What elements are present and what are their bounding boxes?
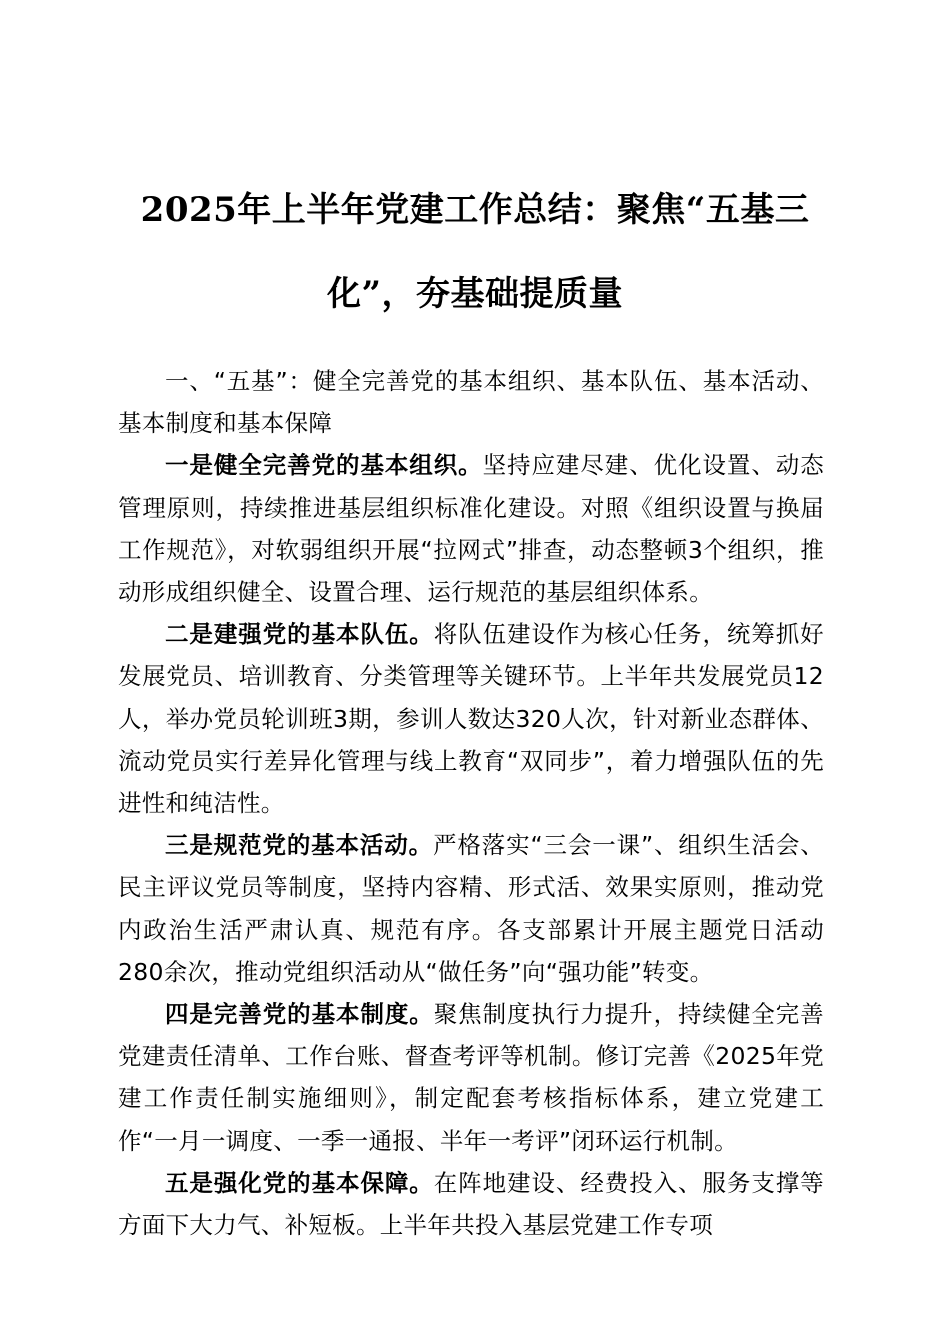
paragraph-text: 聚焦制度执行力提升，持续健全完善党建责任清单、工作台账、督查考评等机制。修订完善《2025年党建工作责任制实施细则》，制定配套考核指标体系，建立党建工作“一月一调度、一季一通报、半年一考评”闭环运行机制。	[118, 1000, 824, 1155]
paragraph-lead: 三是规范党的基本活动。	[165, 831, 434, 860]
paragraph-text: 将队伍建设作为核心任务，统筹抓好发展党员、培训教育、分类管理等关键环节。上半年共发展党员12人，举办党员轮训班3期，参训人数达320人次，针对新业态群体、流动党员实行差异化管理与线上教育“双同步”，着力增强队伍的先进性和纯洁性。	[118, 620, 824, 818]
paragraph-lead: 二是建强党的基本队伍。	[165, 620, 434, 649]
paragraph-lead: 五是强化党的基本保障。	[165, 1168, 434, 1197]
paragraph-lead: 四是完善党的基本制度。	[165, 1000, 434, 1029]
document-title: 2025年上半年党建工作总结：聚焦“五基三化”，夯基础提质量	[140, 190, 810, 314]
paragraph-text: 严格落实“三会一课”、组织生活会、民主评议党员等制度，坚持内容精、形式活、效果实原则，推动党内政治生活严肃认真、规范有序。各支部累计开展主题党日活动280余次，推动党组织活动从“做任务”向“强功能”转变。	[118, 831, 824, 986]
paragraph-team	[118, 613, 824, 824]
paragraph-organization	[118, 444, 824, 613]
document-body	[118, 360, 824, 1246]
paragraph-activities	[118, 824, 824, 993]
paragraph-text: 在阵地建设、经费投入、服务支撑等方面下大力气、补短板。上半年共投入基层党建工作专项	[118, 1168, 824, 1240]
section-heading: 一、“五基”：健全完善党的基本组织、基本队伍、基本活动、基本制度和基本保障	[118, 367, 824, 438]
paragraph-lead: 一是健全完善党的基本组织。	[165, 451, 483, 480]
paragraph-guarantee	[118, 1162, 824, 1246]
paragraph-system	[118, 993, 824, 1162]
paragraph-text: 坚持应建尽建、优化设置、动态管理原则，持续推进基层组织标准化建设。对照《组织设置与换届工作规范》，对软弱组织开展“拉网式”排查，动态整顿3个组织，推动形成组织健全、设置合理、运行规范的基层组织体系。	[118, 451, 825, 607]
